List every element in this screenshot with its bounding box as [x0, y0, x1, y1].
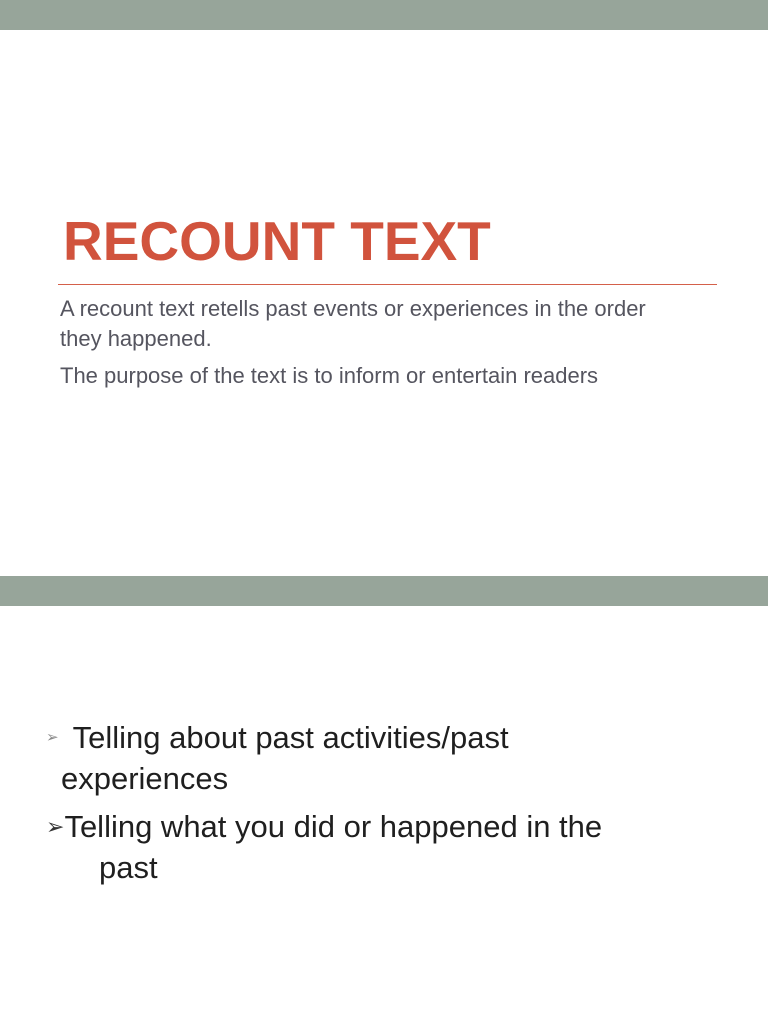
slide-2-top-band	[0, 576, 768, 606]
arrow-bullet-icon: ➢	[46, 729, 59, 746]
bullet-item-1	[46, 717, 686, 799]
definition-paragraph: A recount text retells past events or experiences in the order they happened.	[60, 296, 646, 351]
slide-title: RECOUNT TEXT	[63, 210, 491, 272]
purpose-paragraph: The purpose of the text is to inform or entertain readers	[60, 363, 599, 388]
bullet-1-line-2: experiences	[61, 761, 229, 796]
bullet-2-line-2: past	[99, 850, 158, 885]
slide-1-top-band	[0, 0, 768, 30]
title-divider	[58, 284, 717, 285]
arrow-bullet-icon: ➢	[46, 814, 65, 839]
bullet-1-line-1: Telling about past activities/past	[64, 720, 509, 755]
bullet-2-line-1: Telling what you did or happened in the	[64, 809, 603, 844]
bullet-item-2	[46, 806, 726, 888]
